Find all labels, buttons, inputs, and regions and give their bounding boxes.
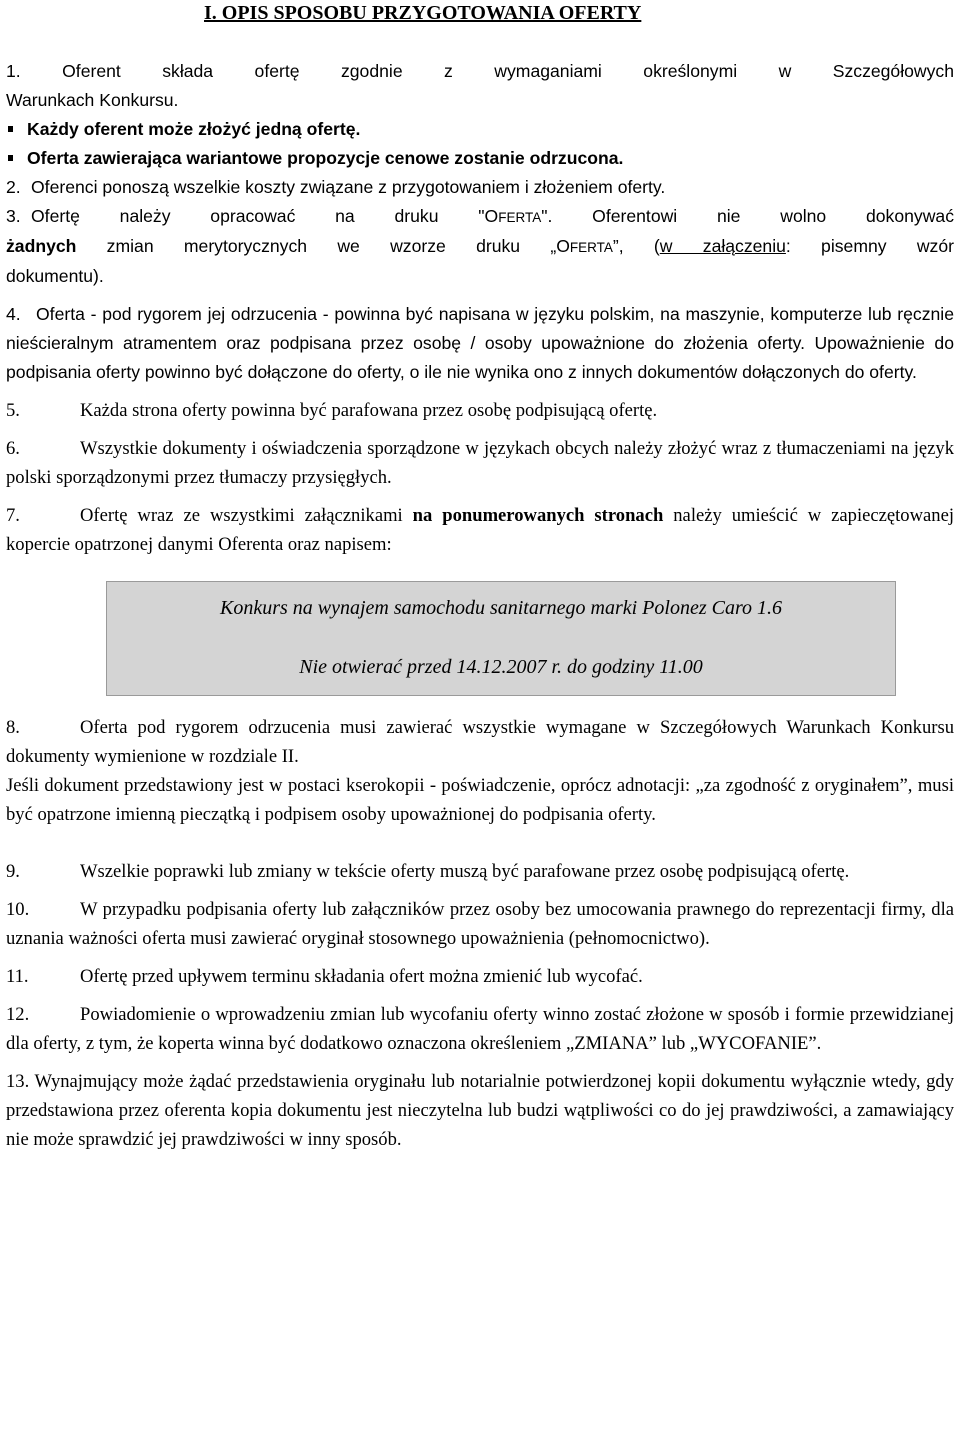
item-12: 12. Powiadomienie o wprowadzeniu zmian lub wycofaniu oferty winno zostać złożone w sposób i formie przewidzianej dla oferty, z tym, że koperta winna być dodatkowo oznaczona określeniem „ZMIANA” lub „WYCOFANIE”. [6, 1004, 954, 1054]
item-5: 5. Każda strona oferty powinna być parafowana przez osobę podpisującą ofertę. [6, 400, 658, 421]
item-7: 7. Ofertę wraz ze wszystkimi załącznikami na ponumerowanych stronach należy umieścić w zapieczętowanej kopercie opatrzonej danymi Oferenta oraz napisem: [6, 505, 954, 555]
square-bullet-icon [8, 155, 13, 161]
item-1: 1. Oferent składa ofertę zgodnie z wymaganiami określonymi w Szczegółowych Warunkach Konkursu. [6, 61, 954, 110]
item-8: 8. Oferta pod rygorem odrzucenia musi zawierać wszystkie wymagane w Szczegółowych Warunkach Konkursu dokumenty wymienione w rozdziale II. [6, 717, 954, 767]
item-8-continuation: Jeśli dokument przedstawiony jest w postaci kserokopii - poświadczenie, oprócz adnotacji: „za zgodność z oryginałem”, musi być opatrzone imienną pieczątką i podpisem osoby upoważnionej do podpisania oferty. [6, 775, 954, 825]
square-bullet-icon [8, 126, 13, 132]
item-10: 10. W przypadku podpisania oferty lub załączników przez osoby bez umocowania prawnego do reprezentacji firmy, dla uznania ważności oferta musi zawierać oryginał stosownego upoważnienia (pełnomocnictwo). [6, 899, 954, 949]
item-13: 13. Wynajmujący może żądać przedstawienia oryginału lub notarialnie potwierdzonej kopii dokumentu wyłącznie wtedy, gdy przedstawiona przez oferenta kopia dokumentu jest nieczytelna lub budzi wątpliwości co do jej prawdziwości, a zamawiający nie może sprawdzić jej prawdziwości w inny sposób. [6, 1071, 954, 1150]
bullet-2: Oferta zawierająca wariantowe propozycje cenowe zostanie odrzucona. [6, 144, 954, 173]
section-heading: I. OPIS SPOSOBU PRZYGOTOWANIA OFERTY [204, 2, 642, 24]
envelope-label-line-1: Konkurs na wynajem samochodu sanitarnego marki Polonez Caro 1.6 [219, 597, 782, 619]
item-3: 3. Ofertę należy opracować na druku "OFERTA". Oferentowi nie wolno dokonywać żadnych zmian merytorycznych we wzorze druku „OFERTA”, (w załączeniu: pisemny wzór dokumentu). [6, 206, 955, 286]
item-6: 6. Wszystkie dokumenty i oświadczenia sporządzone w językach obcych należy złożyć wraz z tłumaczeniami na język polski sporządzonymi przez tłumaczy przysięgłych. [6, 438, 954, 488]
bullet-1: Każdy oferent może złożyć jedną ofertę. [6, 115, 954, 144]
item-11: 11. Ofertę przed upływem terminu składania ofert można zmienić lub wycofać. [6, 966, 643, 987]
item-9: 9. Wszelkie poprawki lub zmiany w tekście oferty muszą być parafowane przez osobę podpisującą ofertę. [6, 861, 850, 882]
item-4: 4. Oferta - pod rygorem jej odrzucenia - powinna być napisana w języku polskim, na maszynie, komputerze lub ręcznie nieścieralnym atramentem oraz podpisana przez osobę / osoby upoważnione do złożenia oferty. Upoważnienie do podpisania oferty powinno być dołączone do oferty, o ile nie wynika ono z innych dokumentów dołączonych do oferty. [6, 304, 954, 382]
item-2: 2. Oferenci ponoszą wszelkie koszty związane z przygotowaniem i złożeniem oferty. [6, 177, 666, 197]
envelope-label-line-2: Nie otwierać przed 14.12.2007 r. do godziny 11.00 [299, 656, 703, 678]
envelope-label-box [106, 581, 896, 696]
